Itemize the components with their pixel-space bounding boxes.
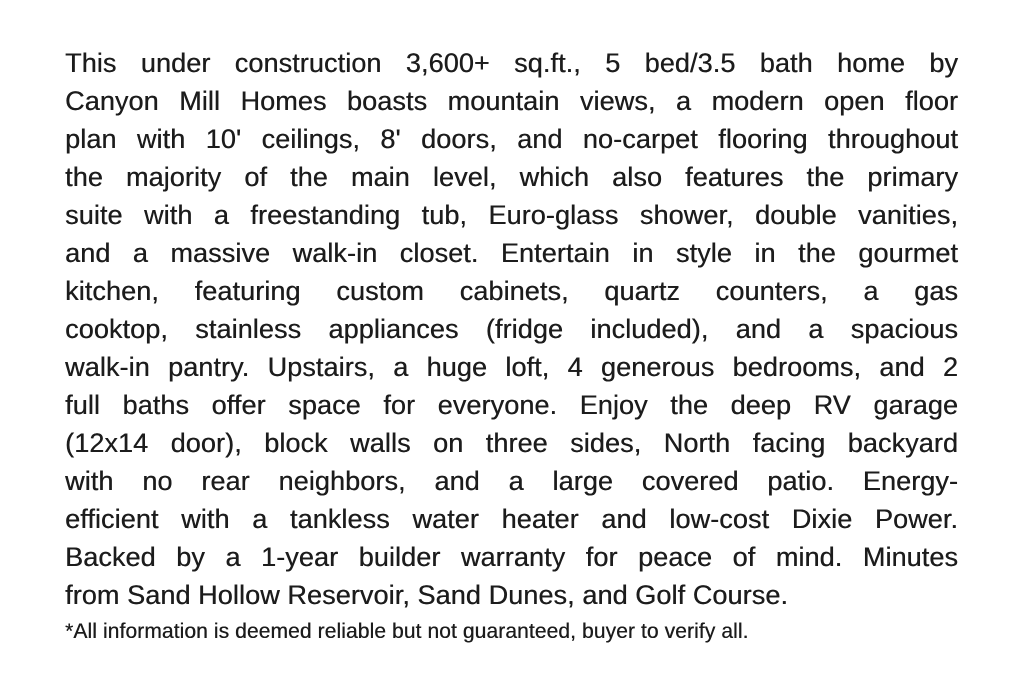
- description-line-15: from Sand Hollow Reservoir, Sand Dunes, and Golf Course.: [65, 580, 788, 610]
- description-line-5: suite with a freestanding tub, Euro-glass shower, double vanities,: [65, 200, 958, 230]
- description-line-7: kitchen, featuring custom cabinets, quartz counters, a gas: [65, 276, 958, 306]
- description-line-9: walk-in pantry. Upstairs, a huge loft, 4 generous bedrooms, and 2: [65, 352, 958, 382]
- description-line-2: Canyon Mill Homes boasts mountain views, a modern open floor: [65, 86, 958, 116]
- description-line-13: efficient with a tankless water heater and low-cost Dixie Power.: [65, 504, 958, 534]
- description-line-3: plan with 10' ceilings, 8' doors, and no-carpet flooring throughout: [65, 124, 958, 154]
- description-line-1: This under construction 3,600+ sq.ft., 5 bed/3.5 bath home by: [65, 48, 958, 78]
- description-line-6: and a massive walk-in closet. Entertain in style in the gourmet: [65, 238, 958, 268]
- disclaimer-text: *All information is deemed reliable but not guaranteed, buyer to verify all.: [65, 620, 749, 643]
- description-line-12: with no rear neighbors, and a large covered patio. Energy-: [65, 466, 958, 496]
- description-line-4: the majority of the main level, which also features the primary: [65, 162, 958, 192]
- description-line-10: full baths offer space for everyone. Enjoy the deep RV garage: [65, 390, 958, 420]
- description-line-14: Backed by a 1-year builder warranty for peace of mind. Minutes: [65, 542, 958, 572]
- description-line-11: (12x14 door), block walls on three sides, North facing backyard: [65, 428, 958, 458]
- description-line-8: cooktop, stainless appliances (fridge included), and a spacious: [65, 314, 958, 344]
- listing-description: [65, 44, 958, 650]
